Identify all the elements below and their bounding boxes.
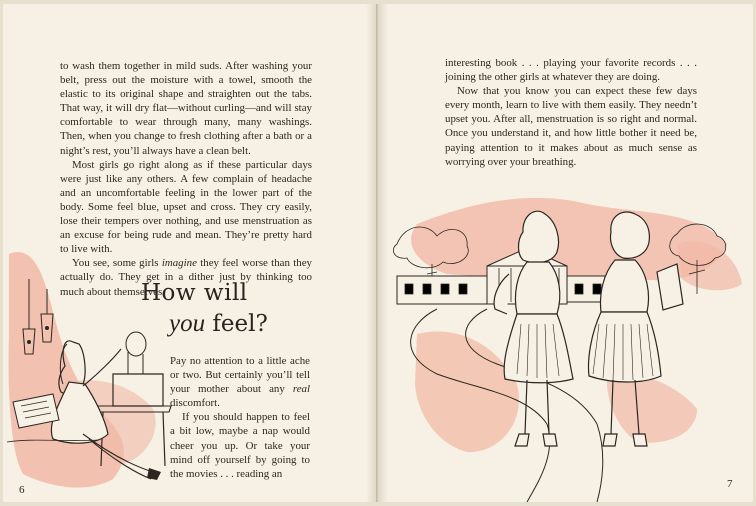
page-number-right: 7 <box>727 478 733 490</box>
paragraph: Now that you know you can expect these few days every month, learn to live with them easily. They needn’t upset you. After all, menstruation is so right and normal. Once you understand it, and how little bother it need be, paying attention to it makes about as much sense as worrying over your breathing. <box>445 85 697 168</box>
page-number-left: 6 <box>19 484 25 496</box>
left-page <box>3 4 376 502</box>
paragraph: Most girls go right along as if these particular days were just like any others. A few complain of headache and an uncomfortable feeling in the lower part of the body. Some feel blue, upset and cross. They cry easily, lose their tempers over nothing, and use menstruation as an excuse for being rude and mean. They’re pretty hard to live with. <box>60 158 312 256</box>
section-heading-line1: How will <box>141 280 248 306</box>
section-heading-you: you <box>169 310 206 337</box>
section-heading-line2 <box>169 310 268 338</box>
right-page <box>377 4 753 502</box>
left-page-body-bottom <box>170 354 310 481</box>
right-page-body <box>445 56 697 169</box>
paragraph: If you should happen to feel a bit low, maybe a nap would cheer you up. Or take your mind off yourself by going to the movies . . . reading an <box>170 411 310 480</box>
section-heading-rest: feel? <box>205 311 268 337</box>
book-gutter <box>366 4 388 502</box>
paragraph: interesting book . . . playing your favorite records . . . joining the other girls at whatever they are doing. <box>445 57 697 84</box>
paragraph: to wash them together in mild suds. After washing your belt, press out the moisture with a towel, smooth the elastic to its original shape and straighten out the tabs. That way, it will dry flat—without curling—and will stay comfortable to wear through many, many washings. Then, when you change to fresh clothing after a bath or a night’s rest, you’ll always have a clean belt. <box>60 60 312 157</box>
two-girls-walking-illustration <box>377 184 753 502</box>
paragraph: Pay no attention to a little ache or two. But certainly you’ll tell your mother about any real discomfort. <box>170 355 310 410</box>
paragraph: You see, some girls imagine they feel worse than they actually do. They get in a dither just by thinking too much about themselves. <box>60 257 312 298</box>
